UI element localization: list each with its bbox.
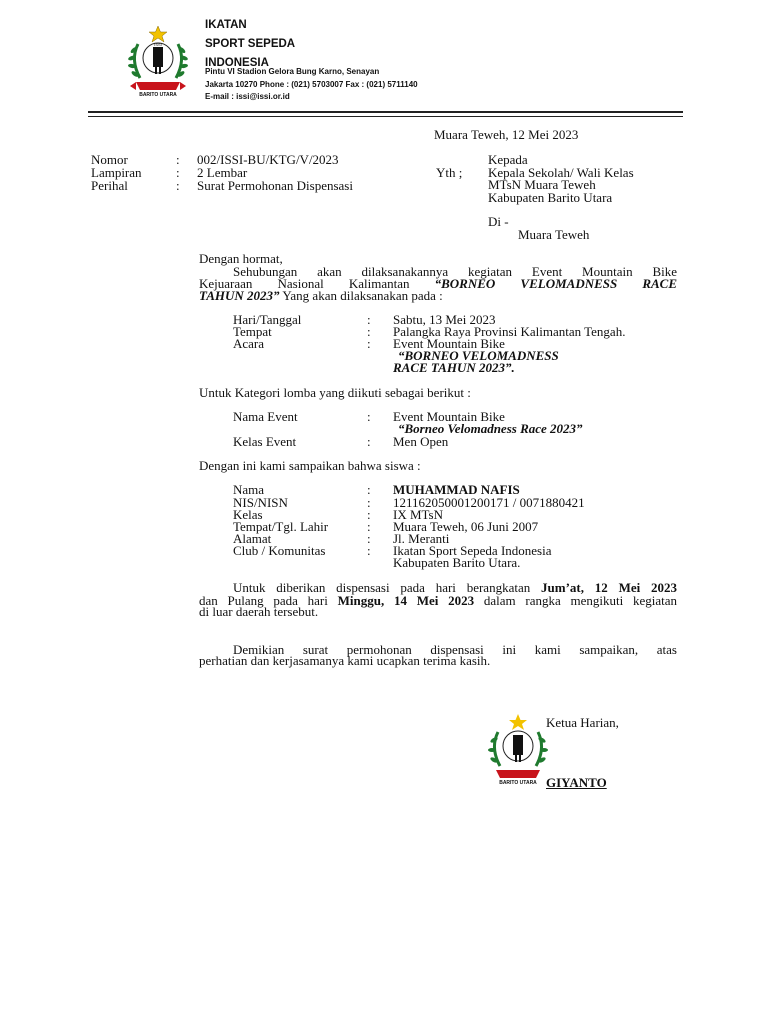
event-year-italic: TAHUN 2023” <box>199 288 280 303</box>
kelas-event-label: Kelas Event <box>233 434 297 449</box>
intro-line-1: Sehubungan akan dilaksanakannya kegiatan Event Mountain Bike <box>233 264 677 279</box>
intro-line-3 <box>199 289 443 302</box>
event-name-italic: “BORNEO VELOMADNESS RACE <box>434 276 678 291</box>
address-line-2: Jakarta 10270 Phone : (021) 5703007 Fax : (021) 5711140 <box>205 79 418 89</box>
acara-value-3: RACE TAHUN 2023”. <box>393 360 515 375</box>
acara-value-1: Event Mountain Bike <box>393 336 505 351</box>
star-icon <box>149 26 167 42</box>
org-name <box>205 16 295 73</box>
siswa-intro: Dengan ini kami sampaikan bahwa siswa : <box>199 458 421 473</box>
ttl-value: Muara Teweh, 06 Juni 2007 <box>393 519 539 534</box>
nomor-label: Nomor <box>91 152 128 167</box>
header-rule-thick <box>88 111 683 113</box>
recipient-line-1: Kepala Sekolah/ Wali Kelas <box>488 165 634 180</box>
lampiran-label: Lampiran <box>91 165 142 180</box>
header-rule-thin <box>88 116 683 117</box>
nama-label: Nama <box>233 482 265 497</box>
greeting: Dengan hormat, <box>199 251 283 266</box>
kelas-label: Kelas <box>233 507 263 522</box>
recipient-line-3: Kabupaten Barito Utara <box>488 190 613 205</box>
dispensasi-text: Untuk diberikan dispensasi pada hari berangkatan <box>233 580 531 595</box>
perihal-label: Perihal <box>91 178 128 193</box>
ribbon-icon <box>496 770 540 778</box>
issi-logo <box>128 24 188 98</box>
tempat-value: Palangka Raya Provinsi Kalimantan Tengah. <box>393 324 626 339</box>
colon: : <box>367 519 371 534</box>
org-line-1: IKATAN <box>205 19 247 31</box>
kategori-intro: Untuk Kategori lomba yang diikuti sebagai berikut : <box>199 385 471 400</box>
colon: : <box>176 152 180 167</box>
colon: : <box>367 543 371 558</box>
dispensasi-text: dan Pulang pada hari <box>199 593 328 608</box>
kelas-event-value: Men Open <box>393 434 449 449</box>
intro-line-3-text: Yang akan dilaksanakan pada : <box>282 288 443 303</box>
colon: : <box>367 531 371 546</box>
signature-title: Ketua Harian, <box>546 715 619 730</box>
recipient-di: Di - <box>488 214 509 229</box>
colon: : <box>367 507 371 522</box>
svg-text:BARITO UTARA: BARITO UTARA <box>499 780 537 786</box>
letter-date: Muara Teweh, 12 Mei 2023 <box>434 127 579 142</box>
club-value-2: Kabupaten Barito Utara. <box>393 555 521 570</box>
org-line-3: INDONESIA <box>205 57 269 69</box>
hari-label: Hari/Tanggal <box>233 312 302 327</box>
kelas-value: IX MTsN <box>393 507 444 522</box>
signatory-name: GIYANTO <box>546 775 607 790</box>
colon: : <box>367 409 371 424</box>
alamat-label: Alamat <box>233 531 272 546</box>
colon: : <box>367 434 371 449</box>
colon: : <box>176 178 180 193</box>
alamat-value: Jl. Meranti <box>393 531 450 546</box>
ttl-label: Tempat/Tgl. Lahir <box>233 519 329 534</box>
event-label: Nama Event <box>233 409 298 424</box>
return-date: Minggu, 14 Mei 2023 <box>337 593 475 608</box>
closing-line-1: Demikian surat permohonan dispensasi ini kami sampaikan, atas <box>233 642 677 657</box>
acara-label: Acara <box>233 336 265 351</box>
dispensasi-text: dalam rangka mengikuti kegiatan <box>483 593 678 608</box>
colon: : <box>367 482 371 497</box>
recipient-kepada: Kepada <box>488 152 528 167</box>
colon: : <box>367 495 371 510</box>
recipient-yth: Yth ; <box>436 165 463 180</box>
departure-date: Jum’at, 12 Mei 2023 <box>541 580 678 595</box>
org-address <box>205 66 418 104</box>
nis-value: 121162050001200171 / 0071880421 <box>393 495 585 510</box>
perihal-value: Surat Permohonan Dispensasi <box>197 178 353 193</box>
event-value-2: “Borneo Velomadness Race 2023” <box>398 421 583 436</box>
nama-value: MUHAMMAD NAFIS <box>393 482 520 497</box>
dispensasi-line-3: di luar daerah tersebut. <box>199 604 319 619</box>
club-value-1: Ikatan Sport Sepeda Indonesia <box>393 543 552 558</box>
colon: : <box>367 312 371 327</box>
svg-text:BARITO UTARA: BARITO UTARA <box>139 92 177 98</box>
colon: : <box>367 324 371 339</box>
hari-value: Sabtu, 13 Mei 2023 <box>393 312 496 327</box>
ribbon-icon <box>136 82 180 90</box>
signature-stamp-logo <box>488 712 548 786</box>
email-line: E-mail : issi@issi.or.id <box>205 92 290 101</box>
svg-text:ISSI: ISSI <box>154 42 162 47</box>
intro-line-2-text: Kejuaraan Nasional Kalimantan <box>199 276 410 291</box>
event-value-1: Event Mountain Bike <box>393 409 505 424</box>
recipient-place: Muara Teweh <box>518 227 590 242</box>
address-line-1: Pintu VI Stadion Gelora Bung Karno, Senayan <box>205 67 380 76</box>
nomor-value: 002/ISSI-BU/KTG/V/2023 <box>197 152 339 167</box>
org-line-2: SPORT SEPEDA <box>205 38 296 50</box>
nis-label: NIS/NISN <box>233 495 288 510</box>
tempat-label: Tempat <box>233 324 272 339</box>
colon: : <box>176 165 180 180</box>
closing-line-2: perhatian dan kerjasamanya kami ucapkan terima kasih. <box>199 653 491 668</box>
club-label: Club / Komunitas <box>233 543 326 558</box>
lampiran-value: 2 Lembar <box>197 165 248 180</box>
colon: : <box>367 336 371 351</box>
recipient-line-2: MTsN Muara Teweh <box>488 177 596 192</box>
acara-value-2: “BORNEO VELOMADNESS <box>398 348 559 363</box>
star-icon <box>509 714 527 730</box>
